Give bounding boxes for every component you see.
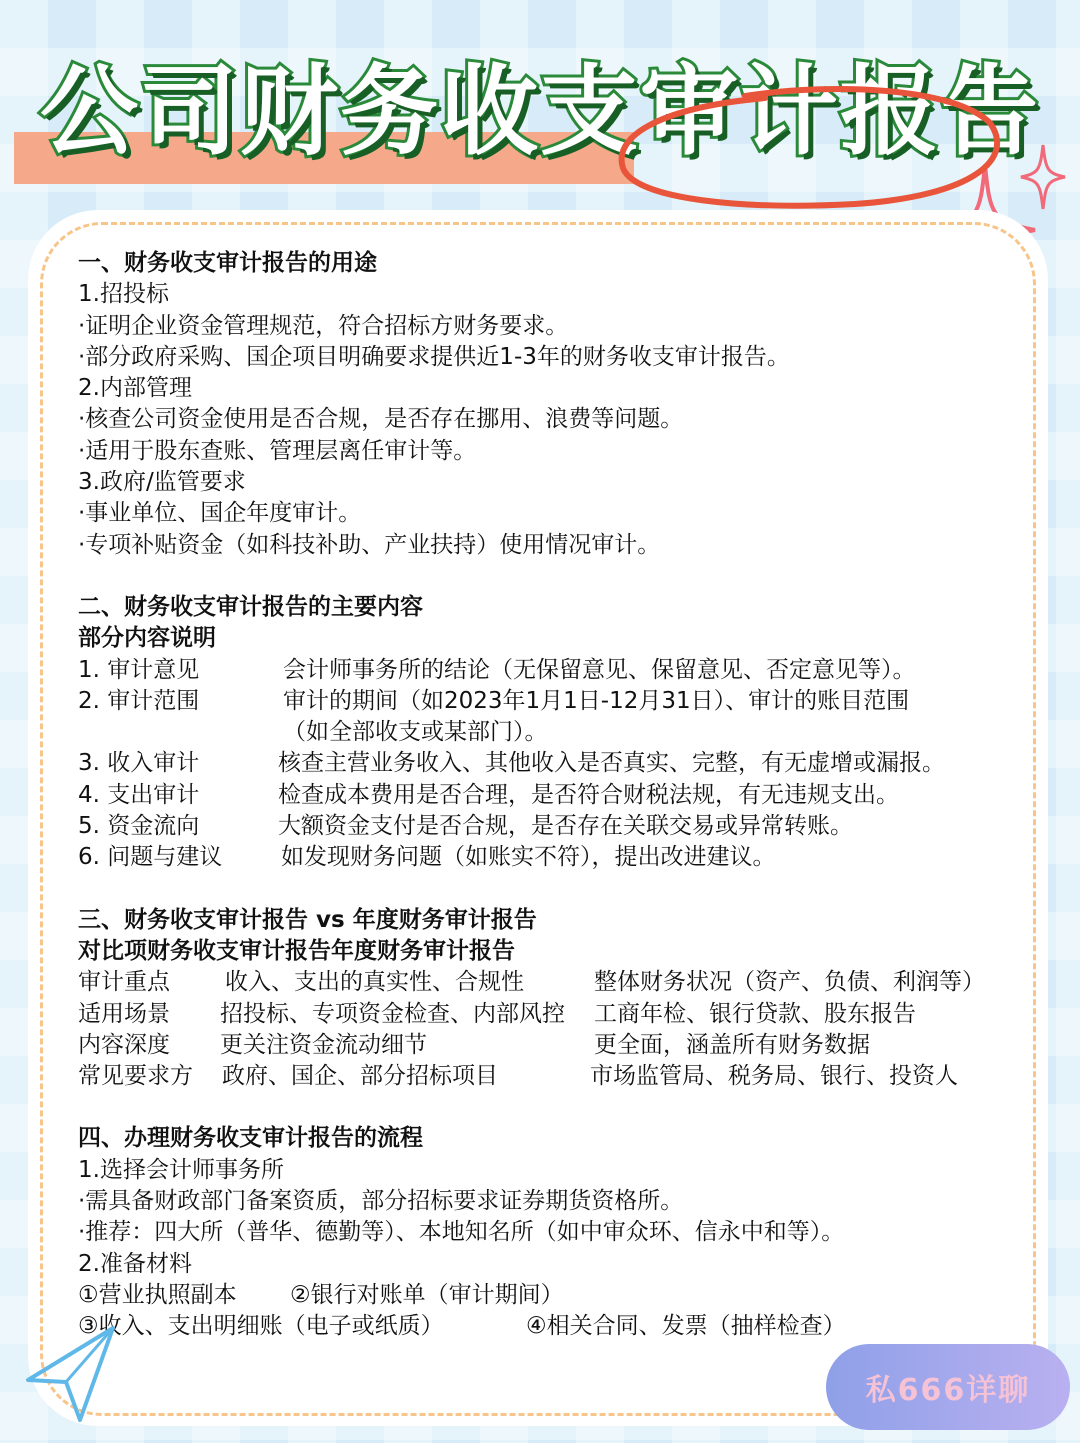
content-item-label: 2. 审计范围: [78, 687, 200, 714]
content-item-desc: 如发现财务问题（如账实不符），提出改进建议。: [281, 844, 776, 871]
content-item: [78, 748, 1008, 779]
compare-item: 常见要求方: [78, 1063, 193, 1090]
s1-sub-2: 2.内部管理: [78, 375, 192, 402]
section-2-heading: 二、财务收支审计报告的主要内容: [78, 593, 423, 620]
title-area: [40, 48, 1041, 178]
section-4-heading: 四、办理财务收支审计报告的流程: [78, 1125, 423, 1152]
content-item: [78, 655, 1008, 686]
content-item: [78, 780, 1008, 811]
content-item-label: 4. 支出审计: [78, 781, 200, 808]
content-item-label: 6. 问题与建议: [78, 844, 223, 871]
content-item-label: 5. 资金流向: [78, 813, 200, 840]
page-title: 公司财务收支审计报告: [40, 55, 1041, 169]
content-item-cont: [78, 717, 1008, 748]
s1-bullet-2: ·部分政府采购、国企项目明确要求提供近1-3年的财务收支审计报告。: [78, 343, 790, 370]
s4-bullet-1: ·需具备财政部门备案资质，部分招标要求证券期货资格所。: [78, 1188, 684, 1215]
compare-audit: 更关注资金流动细节: [220, 1031, 427, 1058]
s1-bullet-3: ·核查公司资金使用是否合规，是否存在挪用、浪费等问题。: [78, 406, 684, 433]
content-item-label: 3. 收入审计: [78, 750, 200, 777]
compare-annual: 整体财务状况（资产、负债、利润等）: [594, 969, 985, 996]
content-item-label: 1. 审计意见: [78, 656, 200, 683]
material-item: ②银行对账单（审计期间）: [290, 1281, 564, 1308]
content-item-desc: 检查成本费用是否合理，是否符合财税法规，有无违规支出。: [278, 781, 899, 808]
compare-item: 内容深度: [78, 1031, 170, 1058]
content-item: [78, 686, 1008, 717]
section-2-subheading: 部分内容说明: [78, 625, 216, 652]
content-item-desc-2: （如全部收支或某部门）。: [283, 719, 548, 746]
material-item: ④相关合同、发票（抽样检查）: [526, 1313, 846, 1340]
cursor-arrow-icon: [18, 1320, 128, 1430]
compare-annual: 工商年检、银行贷款、股东报告: [594, 1000, 916, 1027]
s1-bullet-4: ·适用于股东查账、管理层离任审计等。: [78, 437, 477, 464]
content-item-desc: 审计的期间（如2023年1月1日-12月31日）、审计的账目范围: [283, 687, 910, 714]
content-item: [78, 842, 1008, 873]
material-item: ①营业执照副本: [78, 1281, 237, 1308]
s1-sub-3: 3.政府/监管要求: [78, 469, 246, 496]
s4-sub-1: 1.选择会计师事务所: [78, 1156, 284, 1183]
content-item-desc: 会计师事务所的结论（无保留意见、保留意见、否定意见等）。: [283, 656, 916, 683]
title-circle-mark: [605, 78, 1005, 218]
compare-row: [78, 967, 1008, 998]
content-item-desc: 大额资金支付是否合规，是否存在关联交易或异常转账。: [278, 813, 853, 840]
s1-sub-1: 1.招投标: [78, 281, 169, 308]
compare-audit: 政府、国企、部分招标项目: [222, 1063, 498, 1090]
content-item-desc: 核查主营业务收入、其他收入是否真实、完整，有无虚增或漏报。: [278, 750, 945, 777]
content-item: [78, 811, 1008, 842]
section-1-heading: 一、财务收支审计报告的用途: [78, 250, 377, 276]
compare-row: [78, 999, 1008, 1030]
compare-row: [78, 1061, 1008, 1092]
s1-bullet-6: ·专项补贴资金（如科技补助、产业扶持）使用情况审计。: [78, 531, 661, 558]
s4-sub-2: 2.准备材料: [78, 1250, 192, 1277]
material-row: [78, 1280, 1008, 1311]
watermark-text: 私666详聊: [865, 1373, 1031, 1408]
section-3-subheading: 对比项财务收支审计报告年度财务审计报告: [78, 937, 515, 964]
watermark-badge: [826, 1344, 1070, 1430]
section-3-heading: 三、财务收支审计报告 vs 年度财务审计报告: [78, 906, 537, 933]
compare-annual: 市场监管局、税务局、银行、投资人: [590, 1063, 958, 1090]
compare-row: [78, 1030, 1008, 1061]
material-item: ③收入、支出明细账（电子或纸质）: [78, 1313, 444, 1340]
material-row: [78, 1311, 1008, 1342]
s1-bullet-5: ·事业单位、国企年度审计。: [78, 500, 362, 527]
compare-audit: 招投标、专项资金检查、内部风控: [220, 1000, 565, 1027]
compare-audit: 收入、支出的真实性、合规性: [225, 969, 524, 996]
compare-annual: 更全面，涵盖所有财务数据: [594, 1031, 870, 1058]
s4-bullet-2: ·推荐：四大所（普华、德勤等）、本地知名所（如中审众环、信永中和等）。: [78, 1219, 845, 1246]
compare-item: 适用场景: [78, 1000, 170, 1027]
compare-item: 审计重点: [78, 969, 170, 996]
document-body: [78, 248, 1008, 1343]
s1-bullet-1: ·证明企业资金管理规范，符合招标方财务要求。: [78, 312, 569, 339]
